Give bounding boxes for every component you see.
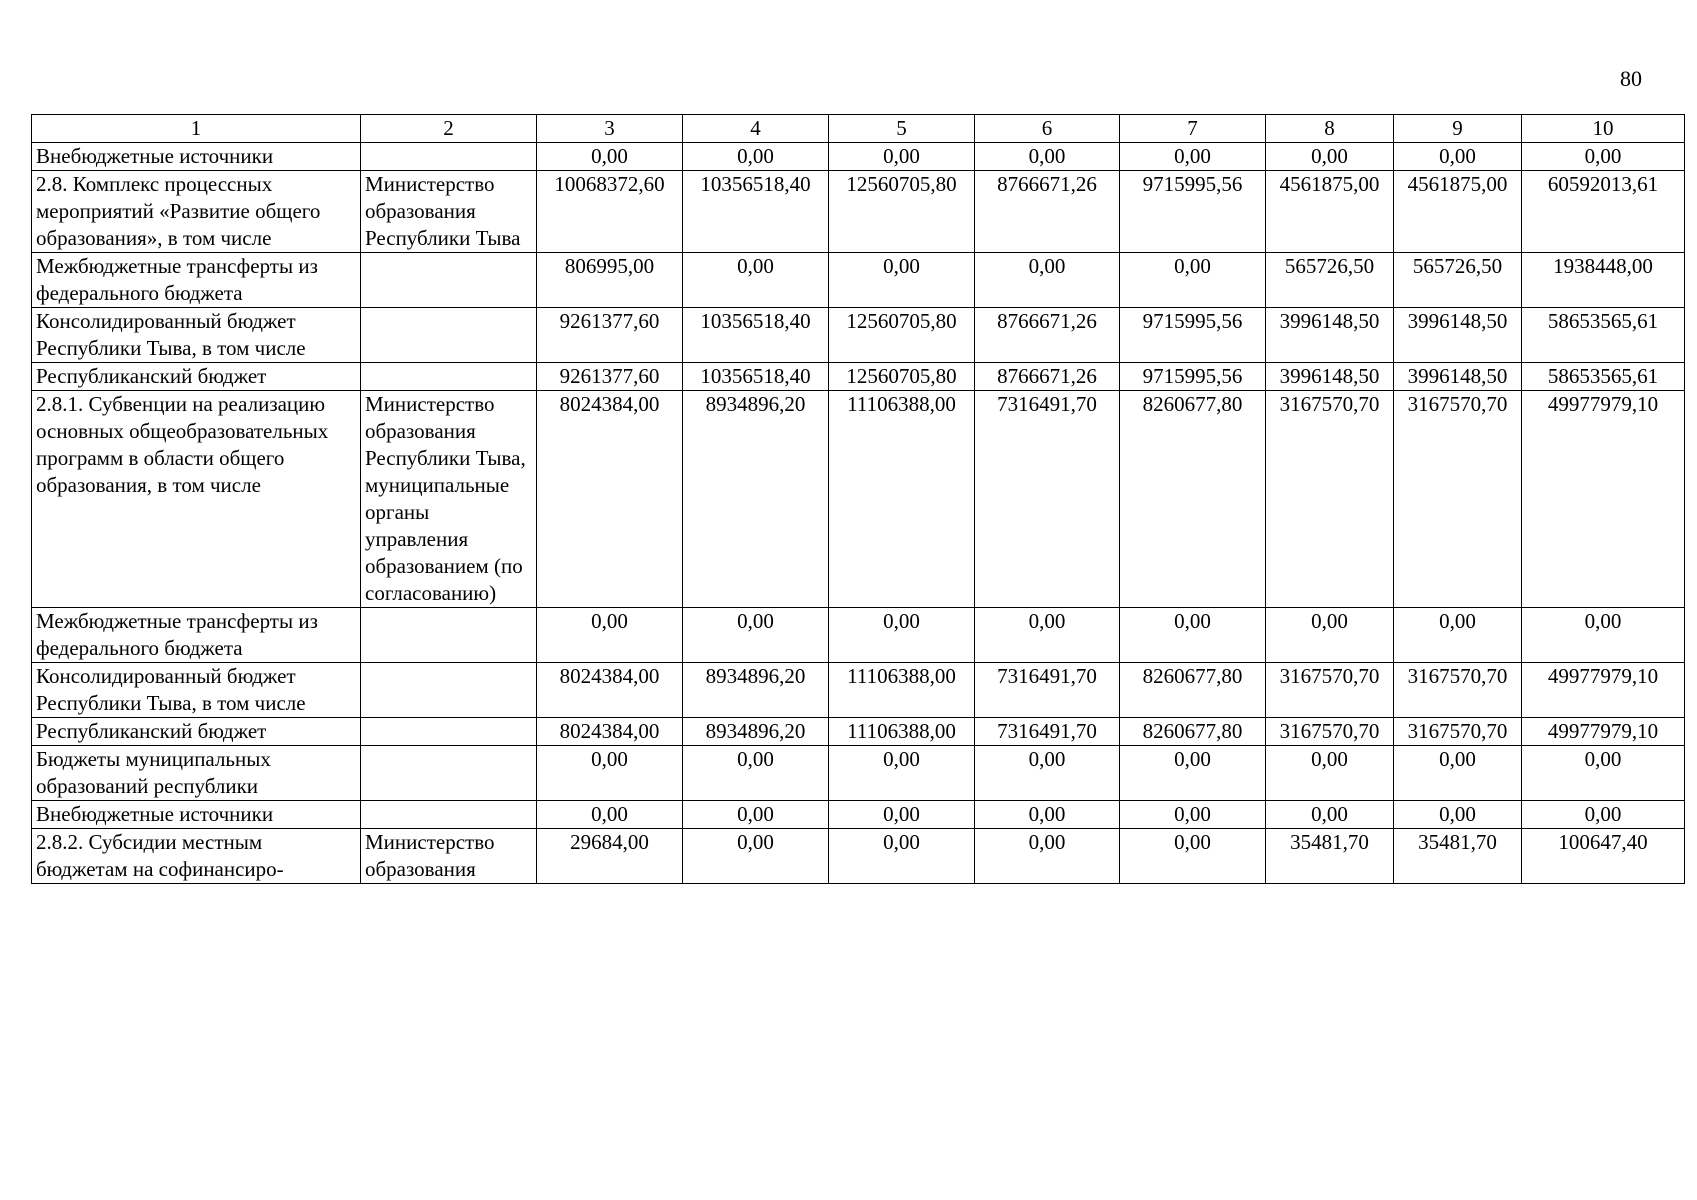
value-cell: 0,00 [683,253,829,308]
value-cell: 0,00 [829,608,975,663]
row-name-cell: Внебюджетные источники [32,801,361,829]
row-name-cell: Республиканский бюджет [32,363,361,391]
value-cell: 0,00 [537,143,683,171]
value-cell: 58653565,61 [1522,308,1685,363]
column-header: 6 [975,115,1120,143]
value-cell: 0,00 [1266,608,1394,663]
value-cell: 8260677,80 [1120,718,1266,746]
value-cell: 0,00 [1522,801,1685,829]
value-cell: 0,00 [1120,253,1266,308]
row-executor-cell [361,308,537,363]
table-row [32,663,1685,718]
column-header: 9 [1394,115,1522,143]
value-cell: 8260677,80 [1120,391,1266,608]
value-cell: 0,00 [1394,746,1522,801]
table-row [32,746,1685,801]
value-cell: 10356518,40 [683,171,829,253]
value-cell: 10356518,40 [683,363,829,391]
table-row [32,718,1685,746]
value-cell: 49977979,10 [1522,391,1685,608]
table-row [32,363,1685,391]
value-cell: 3167570,70 [1394,391,1522,608]
value-cell: 0,00 [975,801,1120,829]
value-cell: 0,00 [829,143,975,171]
value-cell: 0,00 [1120,829,1266,884]
value-cell: 0,00 [1120,746,1266,801]
value-cell: 0,00 [1522,143,1685,171]
value-cell: 8024384,00 [537,391,683,608]
value-cell: 7316491,70 [975,391,1120,608]
row-name-cell: Межбюджетные трансферты из федерального бюджета [32,253,361,308]
value-cell: 10356518,40 [683,308,829,363]
table-row [32,171,1685,253]
row-executor-cell [361,363,537,391]
row-executor-cell [361,663,537,718]
value-cell: 0,00 [829,801,975,829]
value-cell: 0,00 [537,746,683,801]
row-executor-cell [361,801,537,829]
value-cell: 0,00 [1522,608,1685,663]
page-number: 80 [1620,66,1642,91]
row-executor-cell [361,253,537,308]
table-row [32,253,1685,308]
row-name-cell: 2.8. Комплекс процессных мероприятий «Развитие общего образования», в том числе [32,171,361,253]
column-header: 5 [829,115,975,143]
value-cell: 60592013,61 [1522,171,1685,253]
row-executor-cell: Министерство образования Республики Тыва, муниципальные органы управления образованием (по согласованию) [361,391,537,608]
value-cell: 3167570,70 [1394,663,1522,718]
value-cell: 3996148,50 [1266,363,1394,391]
column-header: 1 [32,115,361,143]
value-cell: 9261377,60 [537,308,683,363]
column-header: 7 [1120,115,1266,143]
value-cell: 3996148,50 [1394,308,1522,363]
value-cell: 0,00 [975,608,1120,663]
value-cell: 7316491,70 [975,718,1120,746]
value-cell: 0,00 [975,746,1120,801]
value-cell: 9715995,56 [1120,363,1266,391]
row-name-cell: Межбюджетные трансферты из федерального бюджета [32,608,361,663]
value-cell: 9261377,60 [537,363,683,391]
value-cell: 29684,00 [537,829,683,884]
table-row [32,391,1685,608]
column-header: 8 [1266,115,1394,143]
value-cell: 0,00 [537,801,683,829]
table-row [32,308,1685,363]
value-cell: 0,00 [1522,746,1685,801]
row-name-cell: Консолидированный бюджет Республики Тыва, в том числе [32,308,361,363]
value-cell: 9715995,56 [1120,171,1266,253]
value-cell: 0,00 [1266,746,1394,801]
value-cell: 8766671,26 [975,171,1120,253]
value-cell: 58653565,61 [1522,363,1685,391]
value-cell: 8024384,00 [537,718,683,746]
table-row [32,801,1685,829]
value-cell: 35481,70 [1394,829,1522,884]
value-cell: 4561875,00 [1266,171,1394,253]
column-header: 10 [1522,115,1685,143]
table-row [32,143,1685,171]
value-cell: 11106388,00 [829,663,975,718]
value-cell: 0,00 [975,143,1120,171]
value-cell: 8934896,20 [683,663,829,718]
value-cell: 49977979,10 [1522,663,1685,718]
value-cell: 0,00 [1394,801,1522,829]
table-row [32,829,1685,884]
value-cell: 0,00 [1266,801,1394,829]
value-cell: 0,00 [1394,143,1522,171]
value-cell: 0,00 [1120,143,1266,171]
value-cell: 8260677,80 [1120,663,1266,718]
value-cell: 11106388,00 [829,391,975,608]
row-name-cell: Бюджеты муниципальных образований республики [32,746,361,801]
value-cell: 1938448,00 [1522,253,1685,308]
value-cell: 12560705,80 [829,171,975,253]
value-cell: 8934896,20 [683,718,829,746]
value-cell: 0,00 [975,829,1120,884]
value-cell: 0,00 [683,801,829,829]
value-cell: 806995,00 [537,253,683,308]
column-header: 2 [361,115,537,143]
value-cell: 0,00 [683,746,829,801]
column-header: 3 [537,115,683,143]
value-cell: 0,00 [829,253,975,308]
value-cell: 8766671,26 [975,308,1120,363]
row-executor-cell [361,718,537,746]
value-cell: 35481,70 [1266,829,1394,884]
value-cell: 12560705,80 [829,363,975,391]
value-cell: 8934896,20 [683,391,829,608]
value-cell: 0,00 [829,746,975,801]
value-cell: 0,00 [683,608,829,663]
value-cell: 100647,40 [1522,829,1685,884]
value-cell: 3167570,70 [1266,663,1394,718]
value-cell: 3996148,50 [1266,308,1394,363]
value-cell: 0,00 [537,608,683,663]
row-name-cell: Республиканский бюджет [32,718,361,746]
value-cell: 0,00 [683,143,829,171]
row-name-cell: Внебюджетные источники [32,143,361,171]
row-executor-cell: Министерство образования [361,829,537,884]
value-cell: 12560705,80 [829,308,975,363]
value-cell: 0,00 [829,829,975,884]
budget-table [31,114,1685,884]
value-cell: 7316491,70 [975,663,1120,718]
value-cell: 3996148,50 [1394,363,1522,391]
column-header: 4 [683,115,829,143]
value-cell: 8766671,26 [975,363,1120,391]
row-name-cell: Консолидированный бюджет Республики Тыва, в том числе [32,663,361,718]
value-cell: 11106388,00 [829,718,975,746]
value-cell: 3167570,70 [1266,391,1394,608]
row-executor-cell: Министерство образования Республики Тыва [361,171,537,253]
row-executor-cell [361,608,537,663]
value-cell: 9715995,56 [1120,308,1266,363]
value-cell: 0,00 [975,253,1120,308]
value-cell: 8024384,00 [537,663,683,718]
row-executor-cell [361,143,537,171]
value-cell: 49977979,10 [1522,718,1685,746]
value-cell: 0,00 [1266,143,1394,171]
table-row [32,608,1685,663]
row-name-cell: 2.8.1. Субвенции на реализацию основных общеобразовательных программ в области общего образования, в том числе [32,391,361,608]
row-name-cell: 2.8.2. Субсидии местным бюджетам на софинансиро- [32,829,361,884]
header-row [32,115,1685,143]
value-cell: 0,00 [1120,801,1266,829]
value-cell: 0,00 [683,829,829,884]
value-cell: 0,00 [1120,608,1266,663]
row-executor-cell [361,746,537,801]
value-cell: 3167570,70 [1266,718,1394,746]
value-cell: 10068372,60 [537,171,683,253]
value-cell: 0,00 [1394,608,1522,663]
value-cell: 3167570,70 [1394,718,1522,746]
value-cell: 565726,50 [1266,253,1394,308]
value-cell: 4561875,00 [1394,171,1522,253]
value-cell: 565726,50 [1394,253,1522,308]
